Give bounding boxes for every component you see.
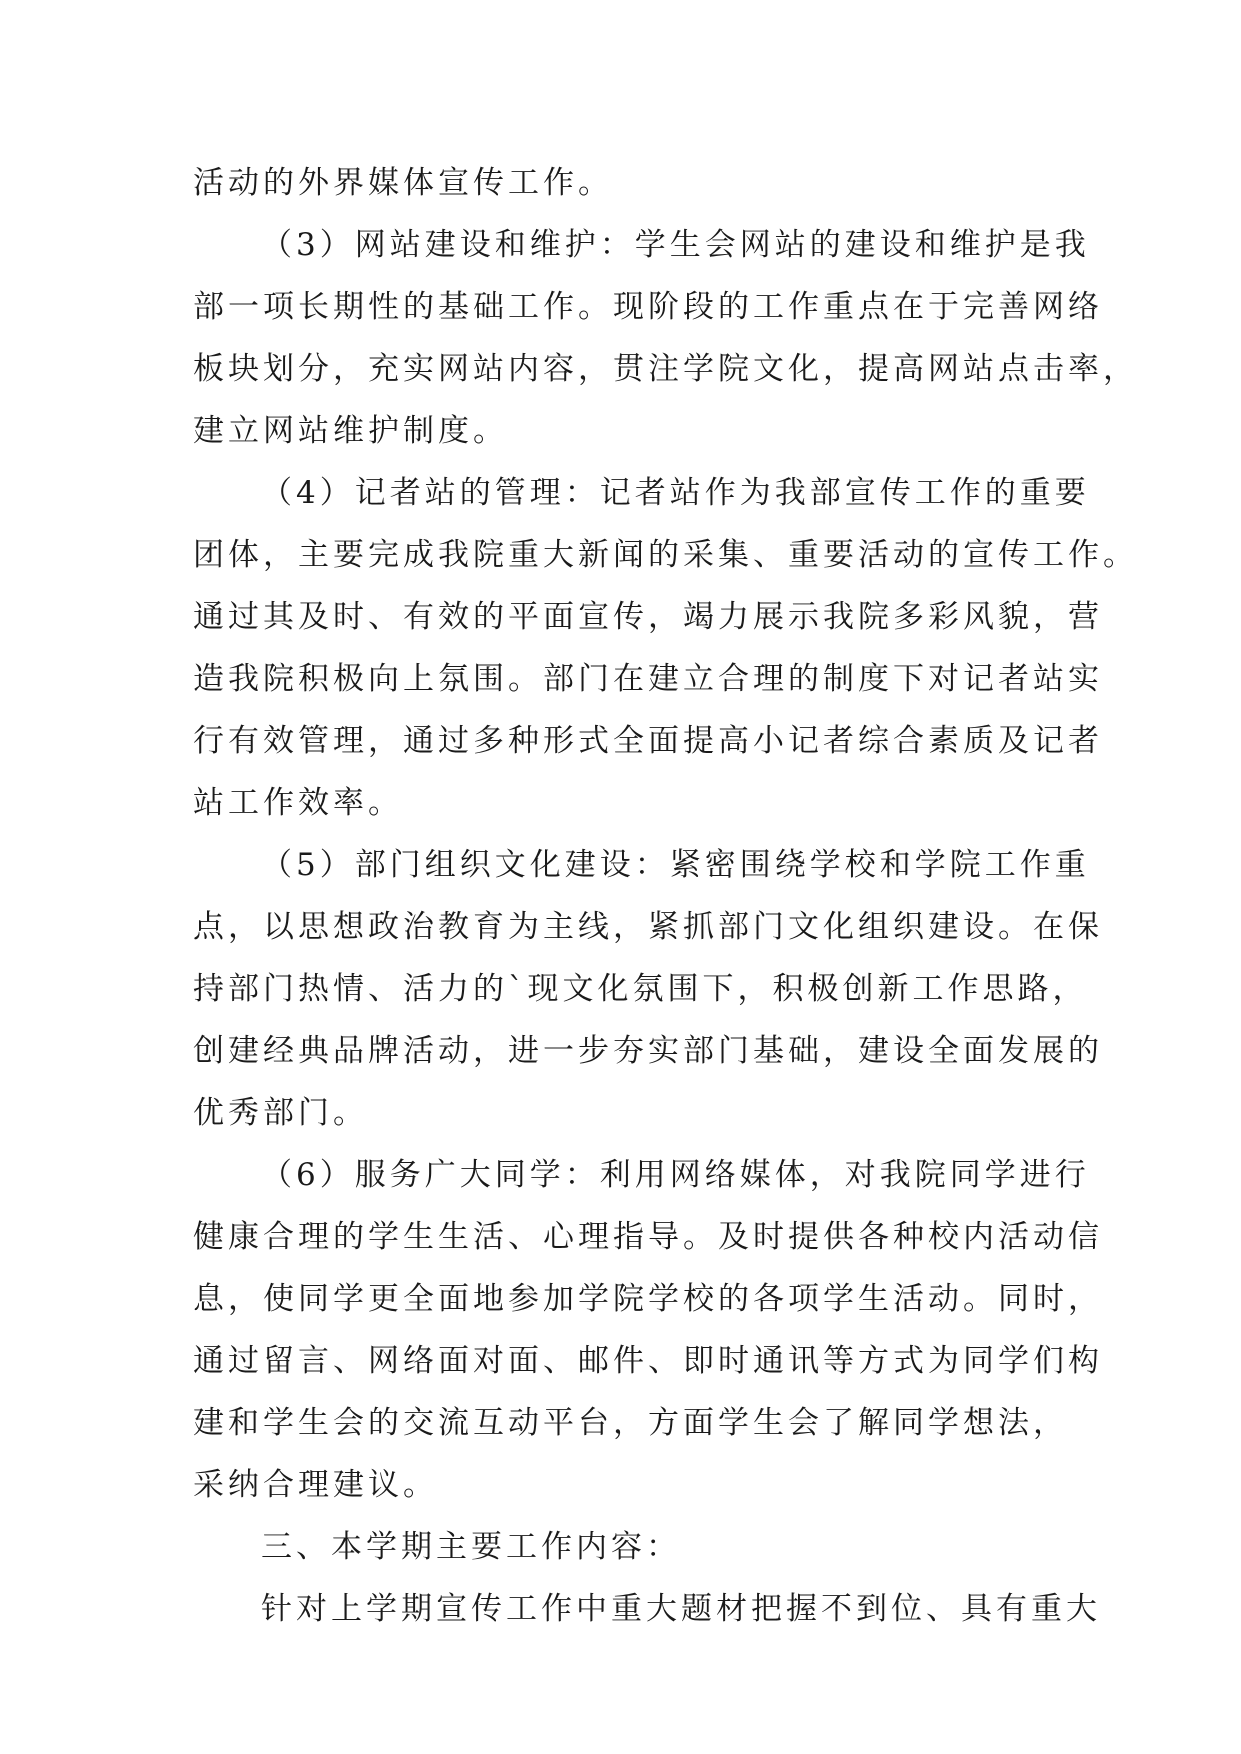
text-line: 息，使同学更全面地参加学院学校的各项学生活动。同时， — [193, 1281, 1103, 1317]
text-line: 点，以思想政治教育为主线，紧抓部门文化组织建设。在保 — [193, 909, 1103, 945]
text-line: （3）网站建设和维护：学生会网站的建设和维护是我 — [261, 227, 1090, 263]
text-line: 团体，主要完成我院重大新闻的采集、重要活动的宣传工作。 — [193, 537, 1138, 573]
text-line: 通过其及时、有效的平面宣传，竭力展示我院多彩风貌，营 — [193, 599, 1103, 635]
text-line: 活动的外界媒体宣传工作。 — [193, 165, 613, 201]
text-line: 建和学生会的交流互动平台，方面学生会了解同学想法， — [193, 1405, 1068, 1441]
text-line: 健康合理的学生生活、心理指导。及时提供各种校内活动信 — [193, 1219, 1103, 1255]
text-line: （4）记者站的管理：记者站作为我部宣传工作的重要 — [261, 475, 1090, 511]
text-line: 针对上学期宣传工作中重大题材把握不到位、具有重大 — [261, 1591, 1101, 1627]
text-line: （5）部门组织文化建设：紧密围绕学校和学院工作重 — [261, 847, 1090, 883]
text-line: 三、本学期主要工作内容： — [261, 1529, 681, 1565]
text-line: 站工作效率。 — [193, 785, 403, 821]
text-line: 持部门热情、活力的`现文化氛围下，积极创新工作思路， — [193, 971, 1088, 1007]
text-line: 板块划分，充实网站内容，贯注学院文化，提高网站点击率， — [193, 351, 1138, 387]
text-line: 建立网站维护制度。 — [193, 413, 508, 449]
text-line: 优秀部门。 — [193, 1095, 368, 1131]
text-line: 部一项长期性的基础工作。现阶段的工作重点在于完善网络 — [193, 289, 1103, 325]
text-line: 行有效管理，通过多种形式全面提高小记者综合素质及记者 — [193, 723, 1103, 759]
text-line: 采纳合理建议。 — [193, 1467, 438, 1503]
text-line: 创建经典品牌活动，进一步夯实部门基础，建设全面发展的 — [193, 1033, 1103, 1069]
body-text — [193, 152, 1138, 1640]
text-line: 通过留言、网络面对面、邮件、即时通讯等方式为同学们构 — [193, 1343, 1103, 1379]
text-line: 造我院积极向上氛围。部门在建立合理的制度下对记者站实 — [193, 661, 1103, 697]
text-line: （6）服务广大同学：利用网络媒体，对我院同学进行 — [261, 1157, 1090, 1193]
